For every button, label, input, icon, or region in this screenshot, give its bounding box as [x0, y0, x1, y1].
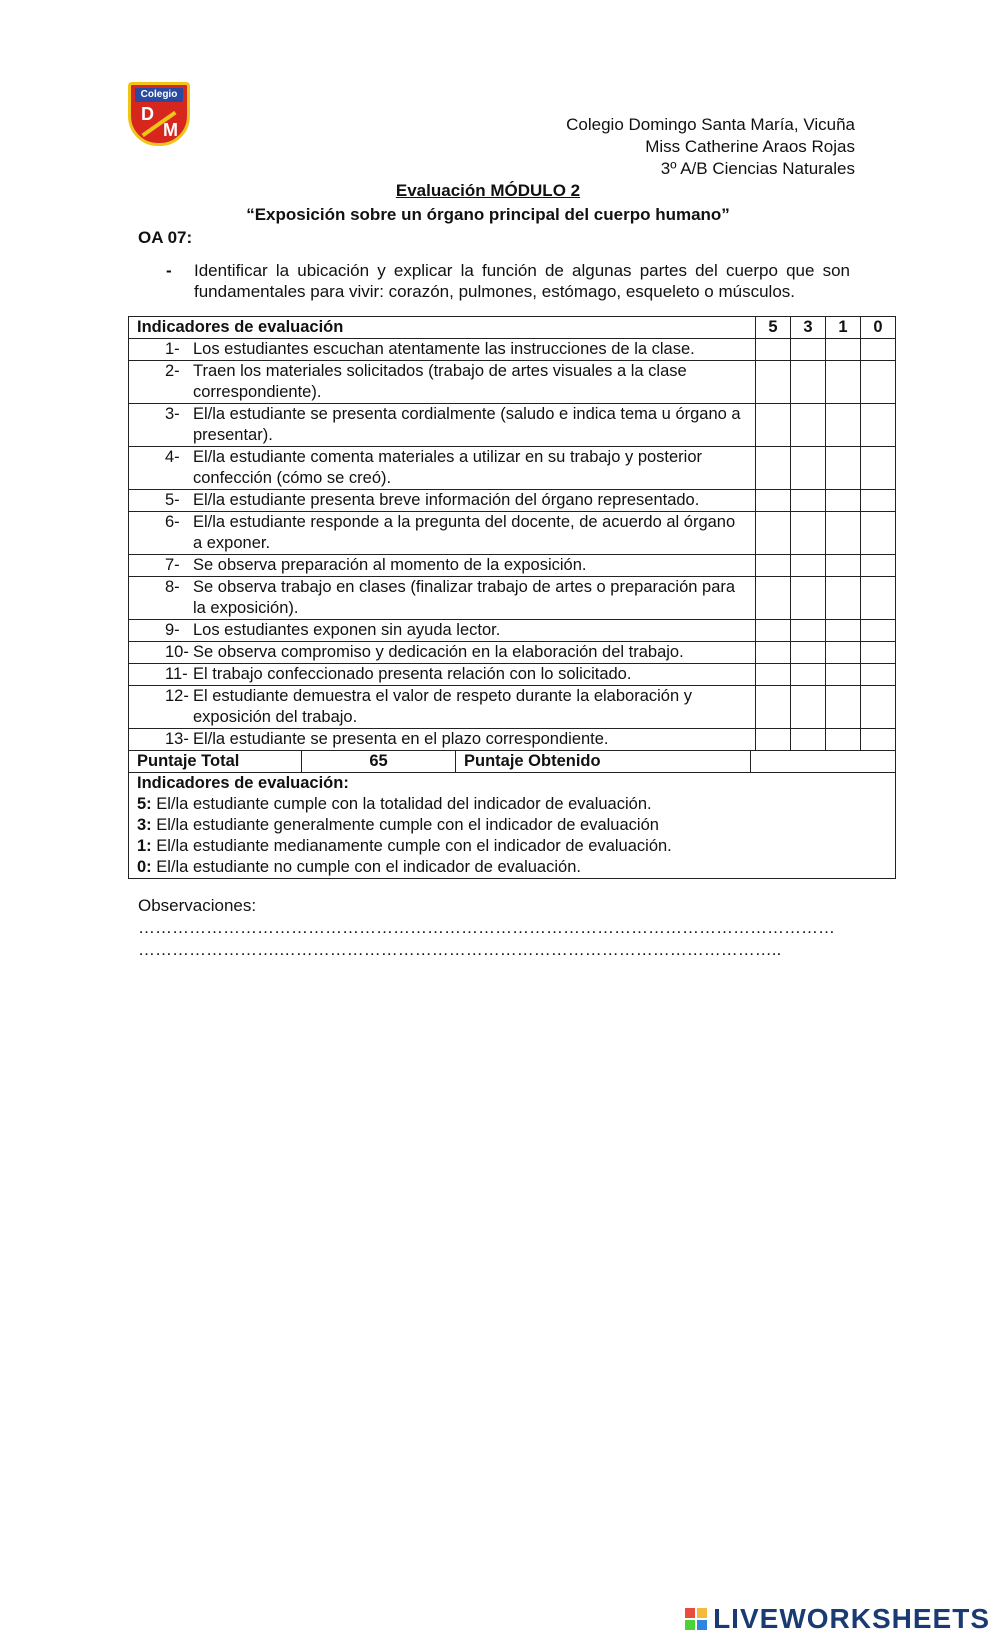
- score-cell-1[interactable]: [826, 642, 861, 664]
- indicator-text: El/la estudiante presenta breve información del órgano representado.: [193, 491, 700, 509]
- score-cell-3[interactable]: [791, 361, 826, 404]
- indicator-number: 11-: [165, 665, 188, 683]
- legend-key: 1:: [137, 837, 152, 855]
- table-row: [129, 577, 896, 620]
- logo-letter-d: D: [141, 104, 154, 124]
- indicator-text: Traen los materiales solicitados (trabajo de artes visuales a la clase correspondiente).: [193, 362, 687, 401]
- indicator-text: El estudiante demuestra el valor de respeto durante la elaboración y exposición del trabajo.: [193, 687, 692, 726]
- indicator-cell: [129, 512, 756, 555]
- table-row: [129, 664, 896, 686]
- liveworksheets-logo-icon: [685, 1608, 707, 1630]
- score-cell-1[interactable]: [826, 555, 861, 577]
- table-row: [129, 490, 896, 512]
- score-cell-1[interactable]: [826, 447, 861, 490]
- score-cell-3[interactable]: [791, 339, 826, 361]
- score-cell-3[interactable]: [791, 686, 826, 729]
- indicator-cell: [129, 555, 756, 577]
- score-cell-5[interactable]: [756, 642, 791, 664]
- score-cell-5[interactable]: [756, 404, 791, 447]
- indicator-text: El/la estudiante responde a la pregunta del docente, de acuerdo al órgano a exponer.: [193, 513, 736, 552]
- page-subtitle: “Exposición sobre un órgano principal del cuerpo humano”: [246, 205, 730, 224]
- score-cell-0[interactable]: [861, 642, 896, 664]
- legend-key: 3:: [137, 816, 152, 834]
- indicator-number: 4-: [165, 448, 180, 466]
- score-cell-0[interactable]: [861, 729, 896, 751]
- legend-key: 0:: [137, 858, 152, 876]
- score-cell-3[interactable]: [791, 729, 826, 751]
- legend-text: El/la estudiante medianamente cumple con el indicador de evaluación.: [156, 837, 672, 855]
- indicator-text: Se observa compromiso y dedicación en la elaboración del trabajo.: [193, 643, 684, 661]
- table-row: [129, 686, 896, 729]
- indicator-number: 1-: [165, 340, 180, 358]
- score-cell-3[interactable]: [791, 577, 826, 620]
- table-row: [129, 404, 896, 447]
- logo-monogram: [131, 102, 187, 142]
- score-cell-1[interactable]: [826, 686, 861, 729]
- score-cell-5[interactable]: [756, 490, 791, 512]
- document-header: [566, 114, 855, 180]
- logo-band-text: Colegio: [135, 88, 183, 102]
- total-label: Puntaje Total: [129, 751, 302, 772]
- indicator-text: Los estudiantes exponen sin ayuda lector.: [193, 621, 501, 639]
- score-cell-5[interactable]: [756, 447, 791, 490]
- score-cell-0[interactable]: [861, 664, 896, 686]
- score-cell-1[interactable]: [826, 361, 861, 404]
- liveworksheets-watermark: [685, 1603, 990, 1635]
- logo-letter-m: M: [163, 120, 178, 140]
- score-cell-0[interactable]: [861, 339, 896, 361]
- indicator-cell: [129, 339, 756, 361]
- score-cell-5[interactable]: [756, 577, 791, 620]
- obtained-value[interactable]: [751, 751, 895, 772]
- legend-row: [129, 773, 896, 879]
- score-cell-3[interactable]: [791, 447, 826, 490]
- indicator-cell: [129, 490, 756, 512]
- legend-item: [137, 794, 887, 815]
- legend-item: [137, 857, 887, 878]
- total-row: [129, 751, 896, 773]
- indicator-number: 2-: [165, 362, 180, 380]
- score-cell-0[interactable]: [861, 447, 896, 490]
- score-cell-0[interactable]: [861, 620, 896, 642]
- indicator-number: 12-: [165, 687, 189, 705]
- score-cell-1[interactable]: [826, 512, 861, 555]
- score-cell-0[interactable]: [861, 361, 896, 404]
- score-cell-5[interactable]: [756, 620, 791, 642]
- score-cell-3[interactable]: [791, 664, 826, 686]
- score-cell-3[interactable]: [791, 620, 826, 642]
- score-cell-5[interactable]: [756, 512, 791, 555]
- indicator-number: 8-: [165, 578, 180, 596]
- oa-label: OA 07:: [138, 228, 193, 247]
- score-cell-0[interactable]: [861, 577, 896, 620]
- table-row: [129, 642, 896, 664]
- table-row: [129, 339, 896, 361]
- page-title: Evaluación MÓDULO 2: [395, 181, 581, 200]
- indicator-cell: [129, 620, 756, 642]
- score-cell-5[interactable]: [756, 729, 791, 751]
- indicator-cell: [129, 686, 756, 729]
- rubric-table: [128, 316, 896, 879]
- score-cell-3[interactable]: [791, 555, 826, 577]
- score-cell-5[interactable]: [756, 664, 791, 686]
- table-row: [129, 447, 896, 490]
- indicator-number: 13-: [165, 730, 189, 748]
- score-header-3: 3: [791, 317, 826, 339]
- indicator-cell: [129, 664, 756, 686]
- score-cell-1[interactable]: [826, 620, 861, 642]
- score-cell-1[interactable]: [826, 729, 861, 751]
- indicator-text: Se observa preparación al momento de la exposición.: [193, 556, 587, 574]
- score-cell-3[interactable]: [791, 404, 826, 447]
- table-row: [129, 361, 896, 404]
- score-cell-0[interactable]: [861, 555, 896, 577]
- observations-line-2[interactable]: …………………….……………………………………………………………………………..: [138, 940, 782, 959]
- table-row: [129, 555, 896, 577]
- score-cell-0[interactable]: [861, 686, 896, 729]
- score-cell-5[interactable]: [756, 361, 791, 404]
- indicator-number: 6-: [165, 513, 180, 531]
- legend-text: El/la estudiante no cumple con el indicador de evaluación.: [156, 858, 581, 876]
- indicator-text: Los estudiantes escuchan atentamente las instrucciones de la clase.: [193, 340, 695, 358]
- score-cell-3[interactable]: [791, 642, 826, 664]
- score-cell-1[interactable]: [826, 490, 861, 512]
- legend-title: Indicadores de evaluación:: [137, 774, 349, 792]
- score-cell-1[interactable]: [826, 404, 861, 447]
- score-cell-5[interactable]: [756, 686, 791, 729]
- legend-text: El/la estudiante cumple con la totalidad del indicador de evaluación.: [156, 795, 652, 813]
- indicator-text: El trabajo confeccionado presenta relación con lo solicitado.: [193, 665, 632, 683]
- table-row: [129, 512, 896, 555]
- school-name: Colegio Domingo Santa María, Vicuña: [566, 115, 855, 134]
- indicator-text: El/la estudiante comenta materiales a utilizar en su trabajo y posterior confección (cómo se creó).: [193, 448, 703, 487]
- score-cell-1[interactable]: [826, 664, 861, 686]
- observations-label: Observaciones:: [138, 896, 257, 915]
- teacher-name: Miss Catherine Araos Rojas: [645, 137, 855, 156]
- indicator-text: El/la estudiante se presenta en el plazo correspondiente.: [193, 730, 609, 748]
- score-header-1: 1: [826, 317, 861, 339]
- school-logo: [128, 82, 190, 146]
- objective-bullet: -: [166, 261, 172, 280]
- indicator-cell: [129, 577, 756, 620]
- score-header-0: 0: [861, 317, 896, 339]
- legend-text: El/la estudiante generalmente cumple con el indicador de evaluación: [156, 816, 659, 834]
- course-name: 3º A/B Ciencias Naturales: [660, 159, 855, 178]
- score-cell-5[interactable]: [756, 555, 791, 577]
- score-header-5: 5: [756, 317, 791, 339]
- watermark-text: LIVEWORKSHEETS: [713, 1603, 990, 1634]
- logo-shield: [128, 82, 190, 146]
- indicator-cell: [129, 404, 756, 447]
- objective-text: Identificar la ubicación y explicar la función de algunas partes del cuerpo que son fundamentales para vivir: corazón, pulmones, estómago, esqueleto o músculos.: [194, 261, 850, 301]
- indicator-text: Se observa trabajo en clases (finalizar trabajo de artes o preparación para la exposición).: [193, 578, 736, 617]
- indicator-number: 5-: [165, 491, 180, 509]
- indicator-cell: [129, 447, 756, 490]
- legend-key: 5:: [137, 795, 152, 813]
- legend-item: [137, 836, 887, 857]
- legend-item: [137, 815, 887, 836]
- total-value: 65: [302, 751, 456, 772]
- indicator-number: 7-: [165, 556, 180, 574]
- indicator-cell: [129, 361, 756, 404]
- obtained-label: Puntaje Obtenido: [456, 751, 751, 772]
- indicator-cell: [129, 729, 756, 751]
- score-cell-0[interactable]: [861, 512, 896, 555]
- score-cell-0[interactable]: [861, 404, 896, 447]
- table-row: [129, 729, 896, 751]
- score-cell-3[interactable]: [791, 512, 826, 555]
- table-row: [129, 620, 896, 642]
- score-cell-3[interactable]: [791, 490, 826, 512]
- indicator-cell: [129, 642, 756, 664]
- table-header-row: [129, 317, 896, 339]
- score-cell-1[interactable]: [826, 577, 861, 620]
- indicator-text: El/la estudiante se presenta cordialmente (saludo e indica tema u órgano a presentar).: [193, 405, 741, 444]
- score-cell-5[interactable]: [756, 339, 791, 361]
- score-cell-1[interactable]: [826, 339, 861, 361]
- indicator-number: 9-: [165, 621, 180, 639]
- indicator-number: 3-: [165, 405, 180, 423]
- score-cell-0[interactable]: [861, 490, 896, 512]
- objective: [166, 260, 850, 302]
- observations-line-1[interactable]: ……………………………………………………………………………………………………………: [138, 918, 835, 937]
- indicator-number: 10-: [165, 643, 189, 661]
- indicators-header: Indicadores de evaluación: [129, 317, 756, 339]
- observations: [138, 895, 850, 961]
